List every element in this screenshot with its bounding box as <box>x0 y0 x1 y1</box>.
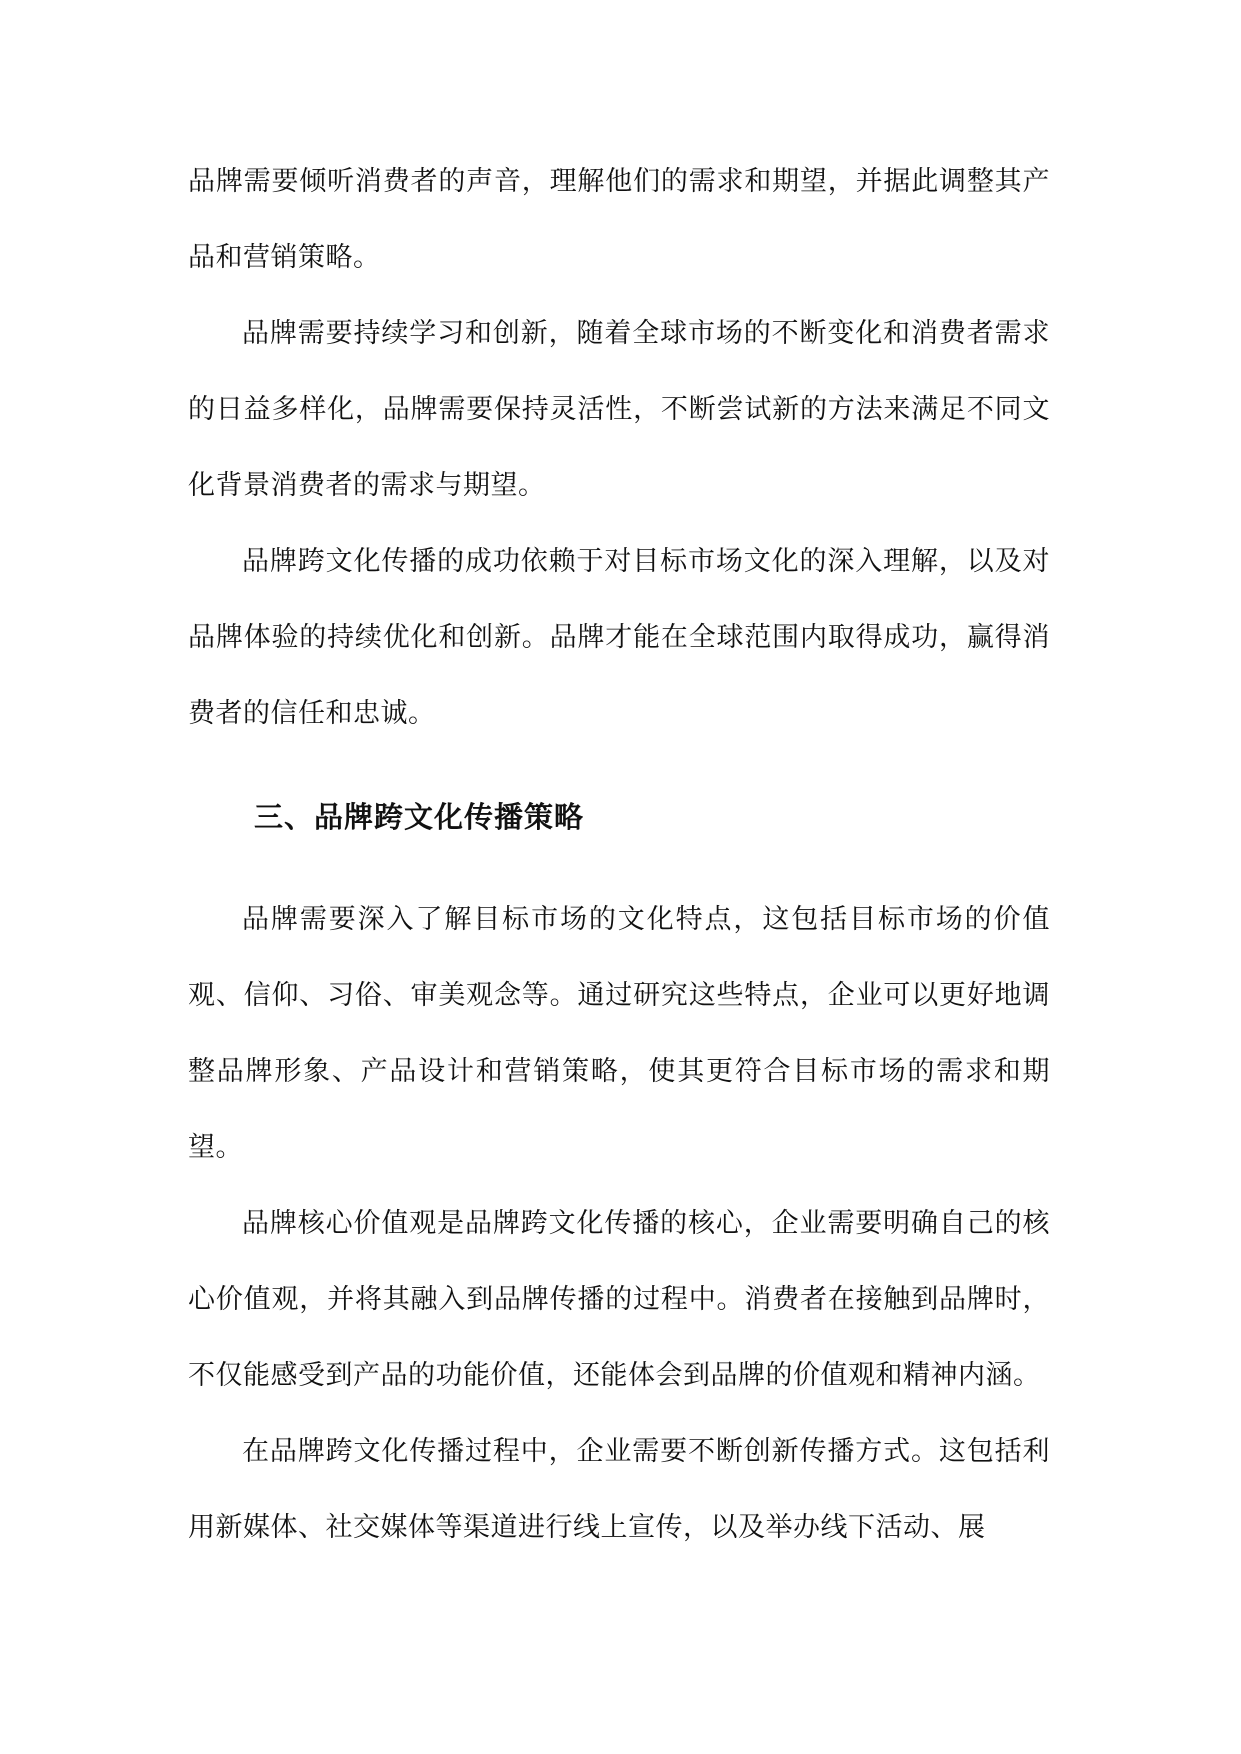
document-body <box>188 144 1050 1566</box>
paragraph-continuous-learning: 品牌需要持续学习和创新，随着全球市场的不断变化和消费者需求的日益多样化，品牌需要保持灵活性，不断尝试新的方法来满足不同文化背景消费者的需求与期望。 <box>188 318 1050 501</box>
paragraph-continuation: 品牌需要倾听消费者的声音，理解他们的需求和期望，并据此调整其产品和营销策略。 <box>188 166 1050 273</box>
section-heading: 三、品牌跨文化传播策略 <box>254 800 585 834</box>
paragraph-success-summary: 品牌跨文化传播的成功依赖于对目标市场文化的深入理解，以及对品牌体验的持续优化和创新。品牌才能在全球范围内取得成功，赢得消费者的信任和忠诚。 <box>188 546 1050 729</box>
paragraph-understand-culture: 品牌需要深入了解目标市场的文化特点，这包括目标市场的价值观、信仰、习俗、审美观念等。通过研究这些特点，企业可以更好地调整品牌形象、产品设计和营销策略，使其更符合目标市场的需求和期望。 <box>188 904 1050 1163</box>
paragraph-innovate-communication: 在品牌跨文化传播过程中，企业需要不断创新传播方式。这包括利用新媒体、社交媒体等渠道进行线上宣传，以及举办线下活动、展 <box>188 1436 1050 1543</box>
paragraph-core-values: 品牌核心价值观是品牌跨文化传播的核心，企业需要明确自己的核心价值观，并将其融入到品牌传播的过程中。消费者在接触到品牌时，不仅能感受到产品的功能价值，还能体会到品牌的价值观和精神内涵。 <box>188 1208 1050 1391</box>
